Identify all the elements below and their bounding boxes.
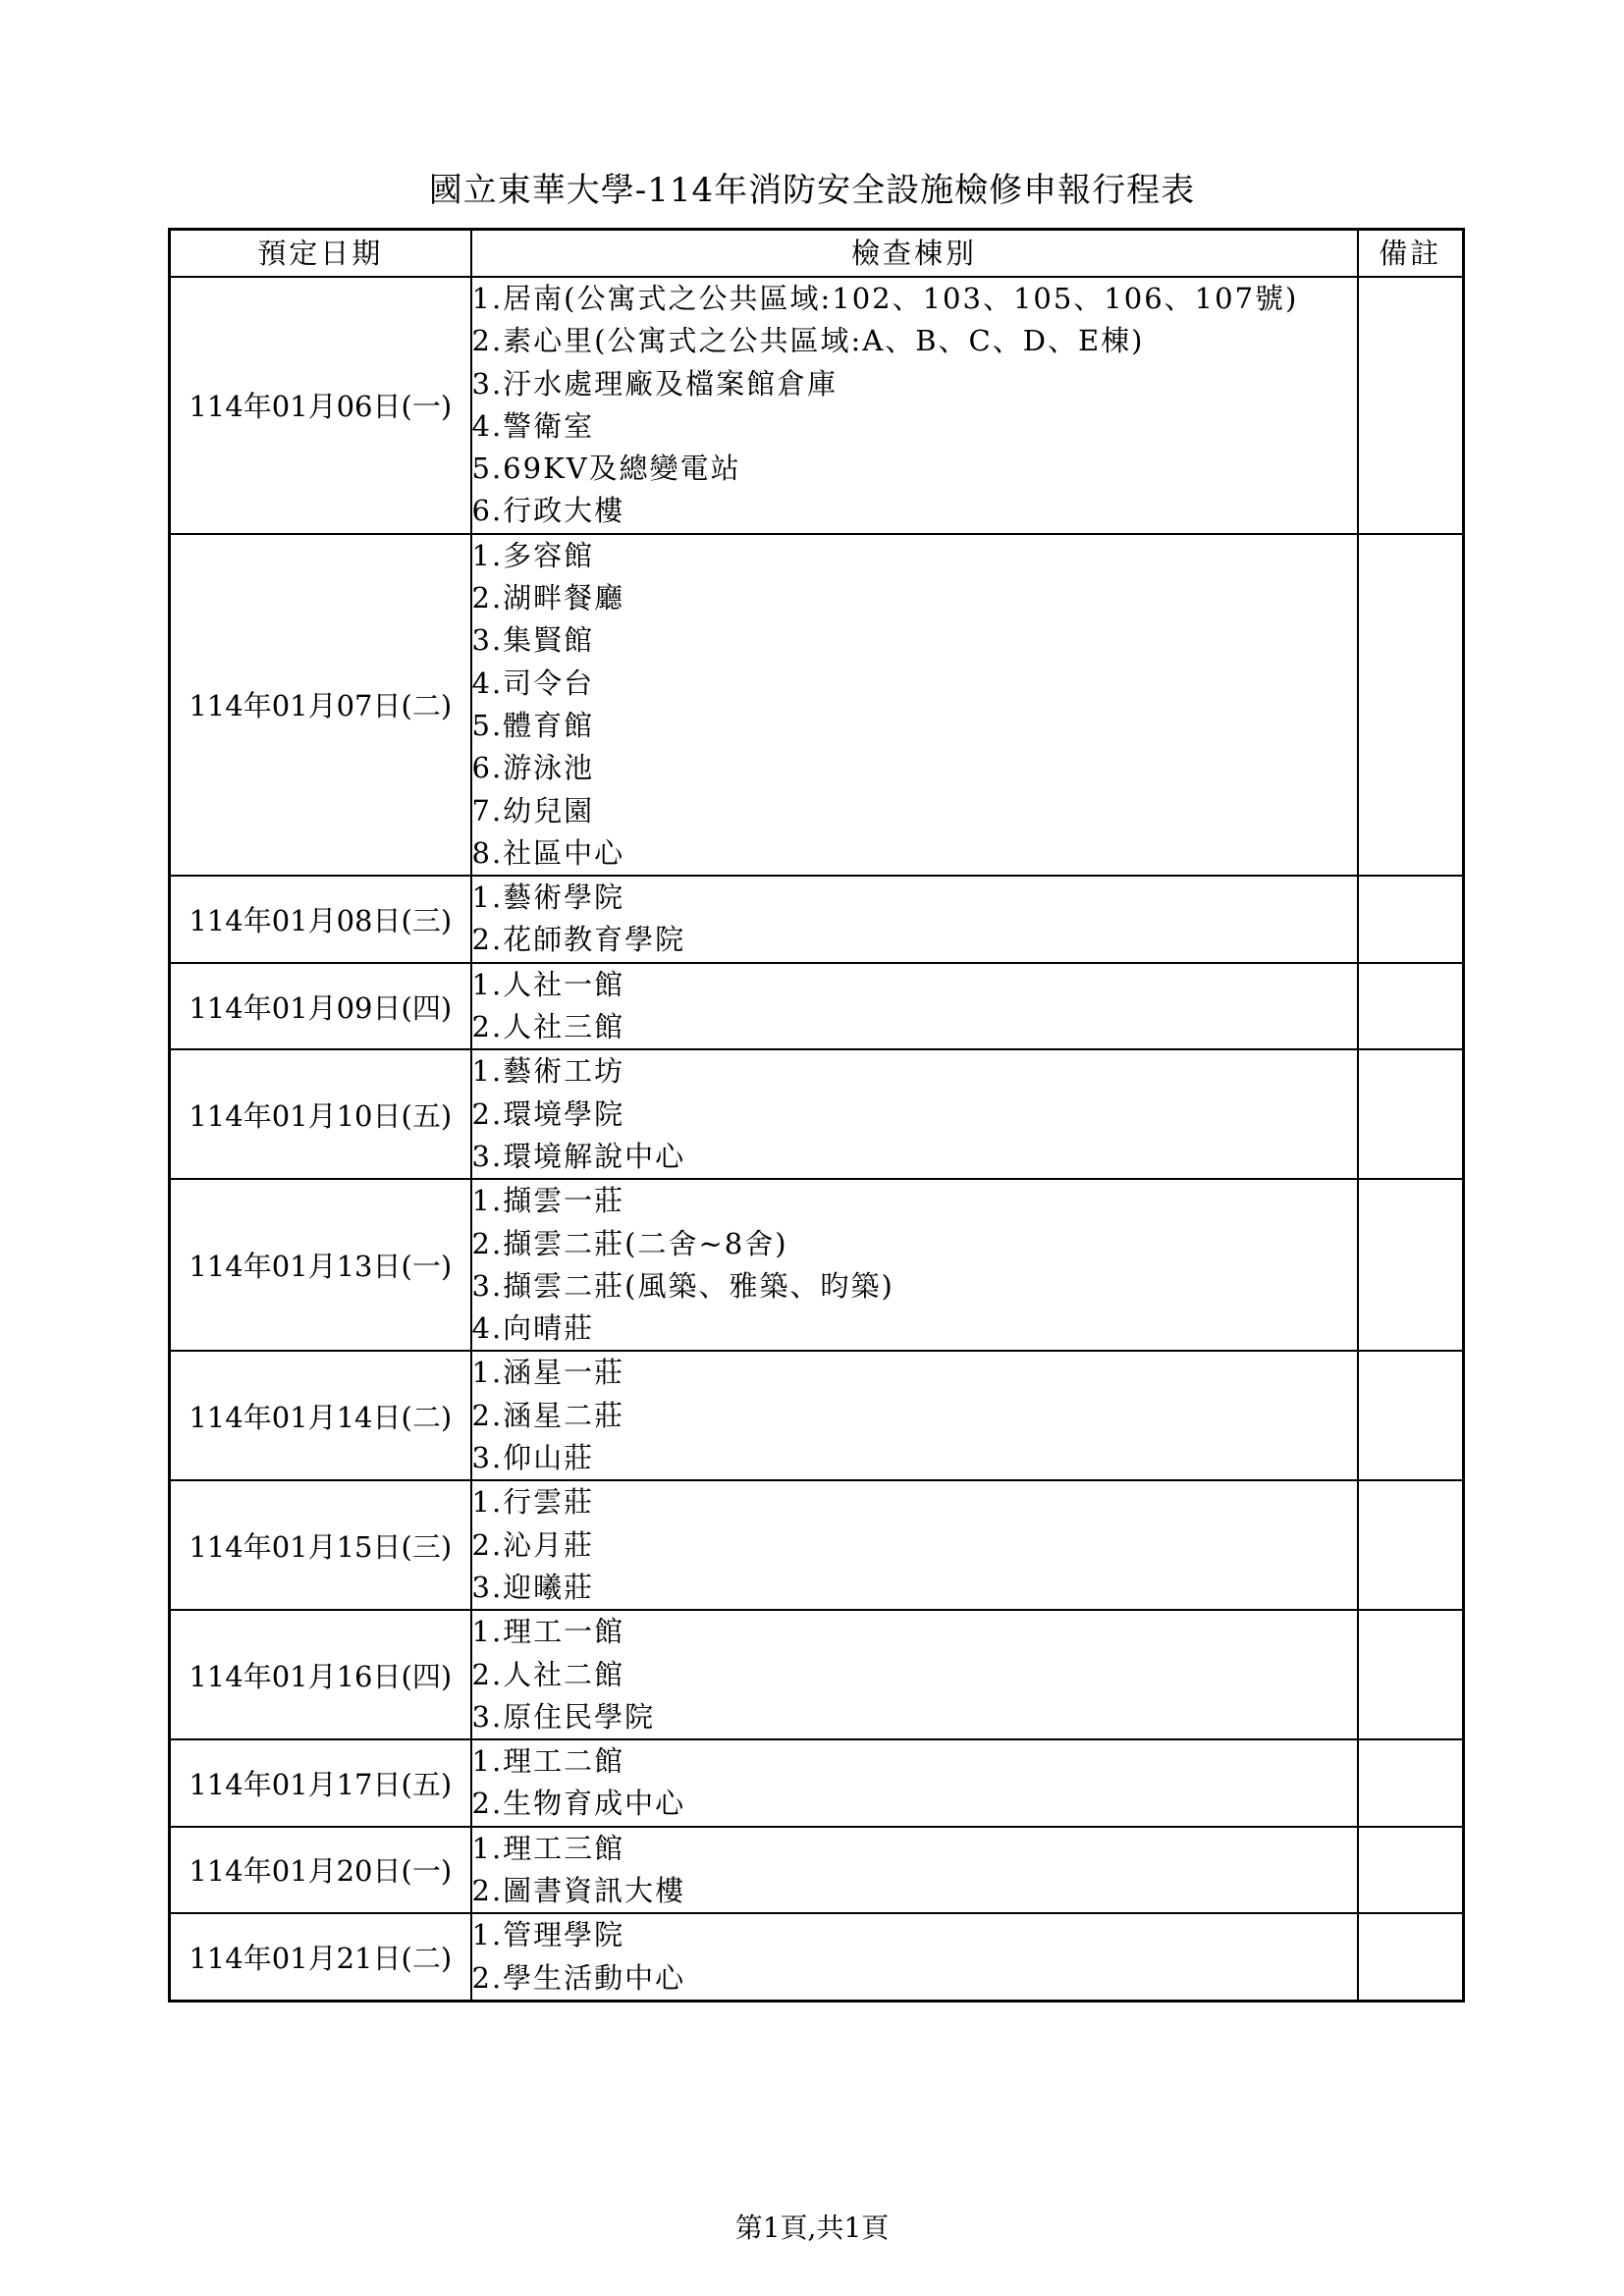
building-item: 2.學生活動中心 <box>471 1960 686 1995</box>
table-row <box>170 1610 1464 1739</box>
building-item: 2.人社三館 <box>471 1010 625 1044</box>
building-item: 2.涵星二莊 <box>471 1398 625 1432</box>
note-cell <box>1358 1049 1464 1179</box>
schedule-date: 114年01月09日(四) <box>170 963 471 1050</box>
note-cell <box>1358 1913 1464 2001</box>
schedule-date: 114年01月16日(四) <box>170 1610 471 1739</box>
building-item: 6.行政大樓 <box>471 494 625 528</box>
schedule-date: 114年01月15日(三) <box>170 1480 471 1610</box>
building-item: 1.人社一館 <box>471 967 625 1001</box>
note-cell <box>1358 534 1464 876</box>
schedule-date: 114年01月21日(二) <box>170 1913 471 2001</box>
note-cell <box>1358 1610 1464 1739</box>
buildings-cell <box>471 963 1358 1050</box>
building-item: 6.游泳池 <box>471 751 595 785</box>
buildings-cell <box>471 1179 1358 1351</box>
page-footer: 第1頁,共1頁 <box>734 2212 890 2244</box>
building-item: 1.行雲莊 <box>471 1485 595 1520</box>
note-cell <box>1358 1480 1464 1610</box>
buildings-cell <box>471 1480 1358 1610</box>
table-row <box>170 963 1464 1050</box>
schedule-date: 114年01月06日(一) <box>170 277 471 534</box>
building-item: 1.涵星一莊 <box>471 1356 625 1390</box>
building-item: 1.理工二館 <box>471 1744 625 1779</box>
building-item: 1.多容館 <box>471 538 595 572</box>
buildings-cell <box>471 277 1358 534</box>
building-item: 3.環境解說中心 <box>471 1139 686 1173</box>
inspection-schedule-table <box>168 228 1465 2002</box>
building-item: 2.湖畔餐廳 <box>471 581 625 615</box>
buildings-cell <box>471 534 1358 876</box>
header-notes: 備註 <box>1358 230 1464 278</box>
building-item: 1.居南(公寓式之公共區域:102、103、105、106、107號) <box>471 282 1299 315</box>
building-item: 1.藝術工坊 <box>471 1054 625 1089</box>
table-row <box>170 1179 1464 1351</box>
note-cell <box>1358 963 1464 1050</box>
building-item: 1.藝術學院 <box>471 881 625 915</box>
schedule-date: 114年01月20日(一) <box>170 1827 471 1914</box>
building-item: 5.體育館 <box>471 708 595 742</box>
table-body <box>170 277 1464 2001</box>
note-cell <box>1358 1827 1464 1914</box>
schedule-date: 114年01月13日(一) <box>170 1179 471 1351</box>
buildings-cell <box>471 1351 1358 1480</box>
buildings-cell <box>471 876 1358 963</box>
buildings-cell <box>471 1049 1358 1179</box>
header-buildings: 檢查棟別 <box>471 230 1358 278</box>
table-row <box>170 277 1464 534</box>
buildings-cell <box>471 1913 1358 2001</box>
building-item: 3.擷雲二莊(風築、雅築、昀築) <box>471 1268 894 1303</box>
building-item: 3.汙水處理廠及檔案館倉庫 <box>471 366 839 400</box>
note-cell <box>1358 1179 1464 1351</box>
building-item: 2.環境學院 <box>471 1096 625 1131</box>
building-item: 4.警衛室 <box>471 408 595 443</box>
table-row <box>170 1049 1464 1179</box>
building-item: 5.69KV及總變電站 <box>471 452 741 486</box>
building-item: 2.沁月莊 <box>471 1527 595 1562</box>
building-item: 3.原住民學院 <box>471 1699 656 1734</box>
document-title: 國立東華大學-114年消防安全設施檢修申報行程表 <box>428 171 1196 210</box>
building-item: 3.迎曦莊 <box>471 1570 595 1604</box>
table-row <box>170 1913 1464 2001</box>
note-cell <box>1358 1351 1464 1480</box>
building-item: 1.理工三館 <box>471 1831 625 1865</box>
note-cell <box>1358 1739 1464 1827</box>
table-row <box>170 876 1464 963</box>
note-cell <box>1358 876 1464 963</box>
schedule-date: 114年01月14日(二) <box>170 1351 471 1480</box>
header-date: 預定日期 <box>170 230 471 278</box>
table-row <box>170 1739 1464 1827</box>
building-item: 7.幼兒園 <box>471 793 595 828</box>
building-item: 1.理工一館 <box>471 1615 625 1649</box>
table-row <box>170 1827 1464 1914</box>
building-item: 3.集賢館 <box>471 623 595 658</box>
schedule-date: 114年01月08日(三) <box>170 876 471 963</box>
building-item: 8.社區中心 <box>471 835 625 870</box>
table-row <box>170 534 1464 876</box>
building-item: 1.管理學院 <box>471 1918 625 1952</box>
table-row <box>170 1480 1464 1610</box>
building-item: 2.生物育成中心 <box>471 1787 686 1821</box>
building-item: 3.仰山莊 <box>471 1441 595 1475</box>
building-item: 2.圖書資訊大樓 <box>471 1873 686 1907</box>
building-item: 1.擷雲一莊 <box>471 1184 625 1218</box>
table-header-row <box>170 230 1464 278</box>
schedule-date: 114年01月10日(五) <box>170 1049 471 1179</box>
building-item: 4.向晴莊 <box>471 1311 595 1346</box>
buildings-cell <box>471 1739 1358 1827</box>
note-cell <box>1358 277 1464 534</box>
building-item: 2.花師教育學院 <box>471 923 686 957</box>
table-row <box>170 1351 1464 1480</box>
buildings-cell <box>471 1610 1358 1739</box>
building-item: 2.擷雲二莊(二舍~8舍) <box>471 1226 788 1260</box>
buildings-cell <box>471 1827 1358 1914</box>
building-item: 2.素心里(公寓式之公共區域:A、B、C、D、E棟) <box>471 324 1145 358</box>
schedule-date: 114年01月07日(二) <box>170 534 471 876</box>
building-item: 2.人社二館 <box>471 1657 625 1691</box>
building-item: 4.司令台 <box>471 666 595 700</box>
schedule-date: 114年01月17日(五) <box>170 1739 471 1827</box>
